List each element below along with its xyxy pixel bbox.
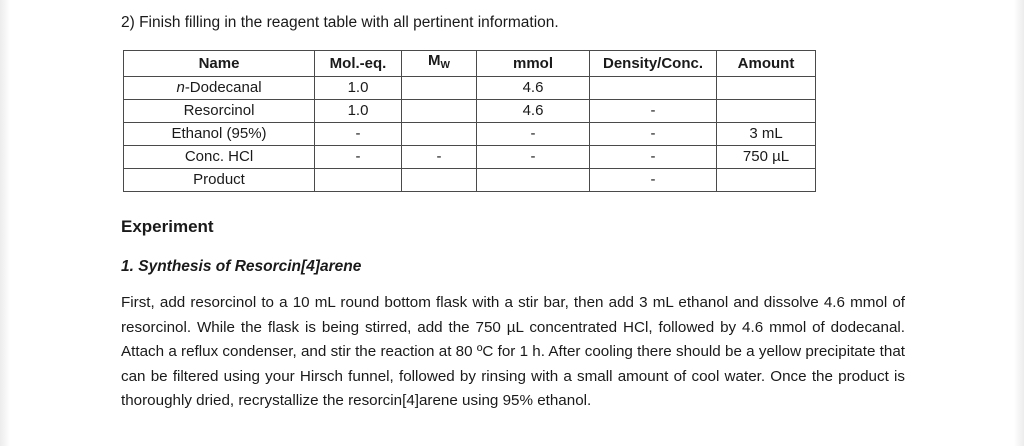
cell-mmol[interactable] (477, 169, 590, 192)
cell-amount[interactable]: 3 mL (717, 123, 816, 146)
header-mmol: mmol (477, 51, 590, 77)
header-mol-eq: Mol.-eq. (315, 51, 402, 77)
cell-name (124, 169, 315, 192)
header-mw-main: M (428, 52, 441, 69)
cell-mol-eq[interactable]: - (315, 146, 402, 169)
question-text: 2) Finish filling in the reagent table with all pertinent information. (121, 14, 559, 31)
name-rest: Resorcinol (183, 102, 255, 119)
cell-name (124, 100, 315, 123)
page-edge-right (1014, 0, 1024, 446)
cell-mmol[interactable]: - (477, 146, 590, 169)
cell-mw[interactable] (402, 123, 477, 146)
cell-amount[interactable] (717, 169, 816, 192)
cell-density[interactable] (590, 77, 717, 100)
cell-density[interactable]: - (590, 169, 717, 192)
cell-name (124, 146, 315, 169)
cell-amount[interactable] (717, 77, 816, 100)
cell-density[interactable]: - (590, 100, 717, 123)
table-header-row (124, 51, 816, 77)
name-rest: -Dodecanal (184, 79, 262, 96)
header-density: Density/Conc. (590, 51, 717, 77)
cell-mw[interactable] (402, 100, 477, 123)
name-prefix: n (176, 79, 185, 96)
cell-mw[interactable] (402, 169, 477, 192)
cell-amount[interactable]: 750 µL (717, 146, 816, 169)
cell-mol-eq[interactable]: - (315, 123, 402, 146)
cell-name (124, 77, 315, 100)
cell-mw[interactable] (402, 77, 477, 100)
cell-mol-eq[interactable] (315, 169, 402, 192)
procedure-paragraph: First, add resorcinol to a 10 mL round bottom flask with a stir bar, then add 3 mL ethanol and dissolve 4.6 mmol of resorcinol. While the flask is being stirred, add the 750 µL concentrated HCl, followed by 4.6 mmol of dodecanal. Attach a reflux condenser, and stir the reaction at 80 ºC for 1 h. After cooling there should be a yellow precipitate that can be filtered using your Hirsch funnel, followed by rinsing with a small amount of cool water. Once the product is thoroughly dried, recrystallize the resorcin[4]arene using 95% ethanol. (121, 294, 905, 409)
name-rest: Product (193, 171, 245, 188)
synthesis-subheading: 1. Synthesis of Resorcin[4]arene (121, 258, 362, 275)
name-rest: Conc. HCl (184, 148, 254, 165)
cell-mw[interactable]: - (402, 146, 477, 169)
name-rest: Ethanol (95%) (171, 125, 267, 142)
header-amount: Amount (717, 51, 816, 77)
header-mw (402, 51, 477, 77)
page-edge-left (0, 0, 10, 446)
table-row (124, 123, 816, 146)
reagent-table (123, 50, 816, 192)
cell-name (124, 123, 315, 146)
experiment-heading: Experiment (121, 217, 214, 236)
table-row (124, 77, 816, 100)
cell-mol-eq[interactable]: 1.0 (315, 77, 402, 100)
cell-mmol[interactable]: 4.6 (477, 77, 590, 100)
cell-mmol[interactable]: 4.6 (477, 100, 590, 123)
table-row (124, 100, 816, 123)
table-row (124, 146, 816, 169)
header-mw-subscript: W (440, 60, 450, 71)
cell-mol-eq[interactable]: 1.0 (315, 100, 402, 123)
table-row (124, 169, 816, 192)
cell-mmol[interactable]: - (477, 123, 590, 146)
cell-amount[interactable] (717, 100, 816, 123)
cell-density[interactable]: - (590, 146, 717, 169)
cell-density[interactable]: - (590, 123, 717, 146)
header-name: Name (124, 51, 315, 77)
